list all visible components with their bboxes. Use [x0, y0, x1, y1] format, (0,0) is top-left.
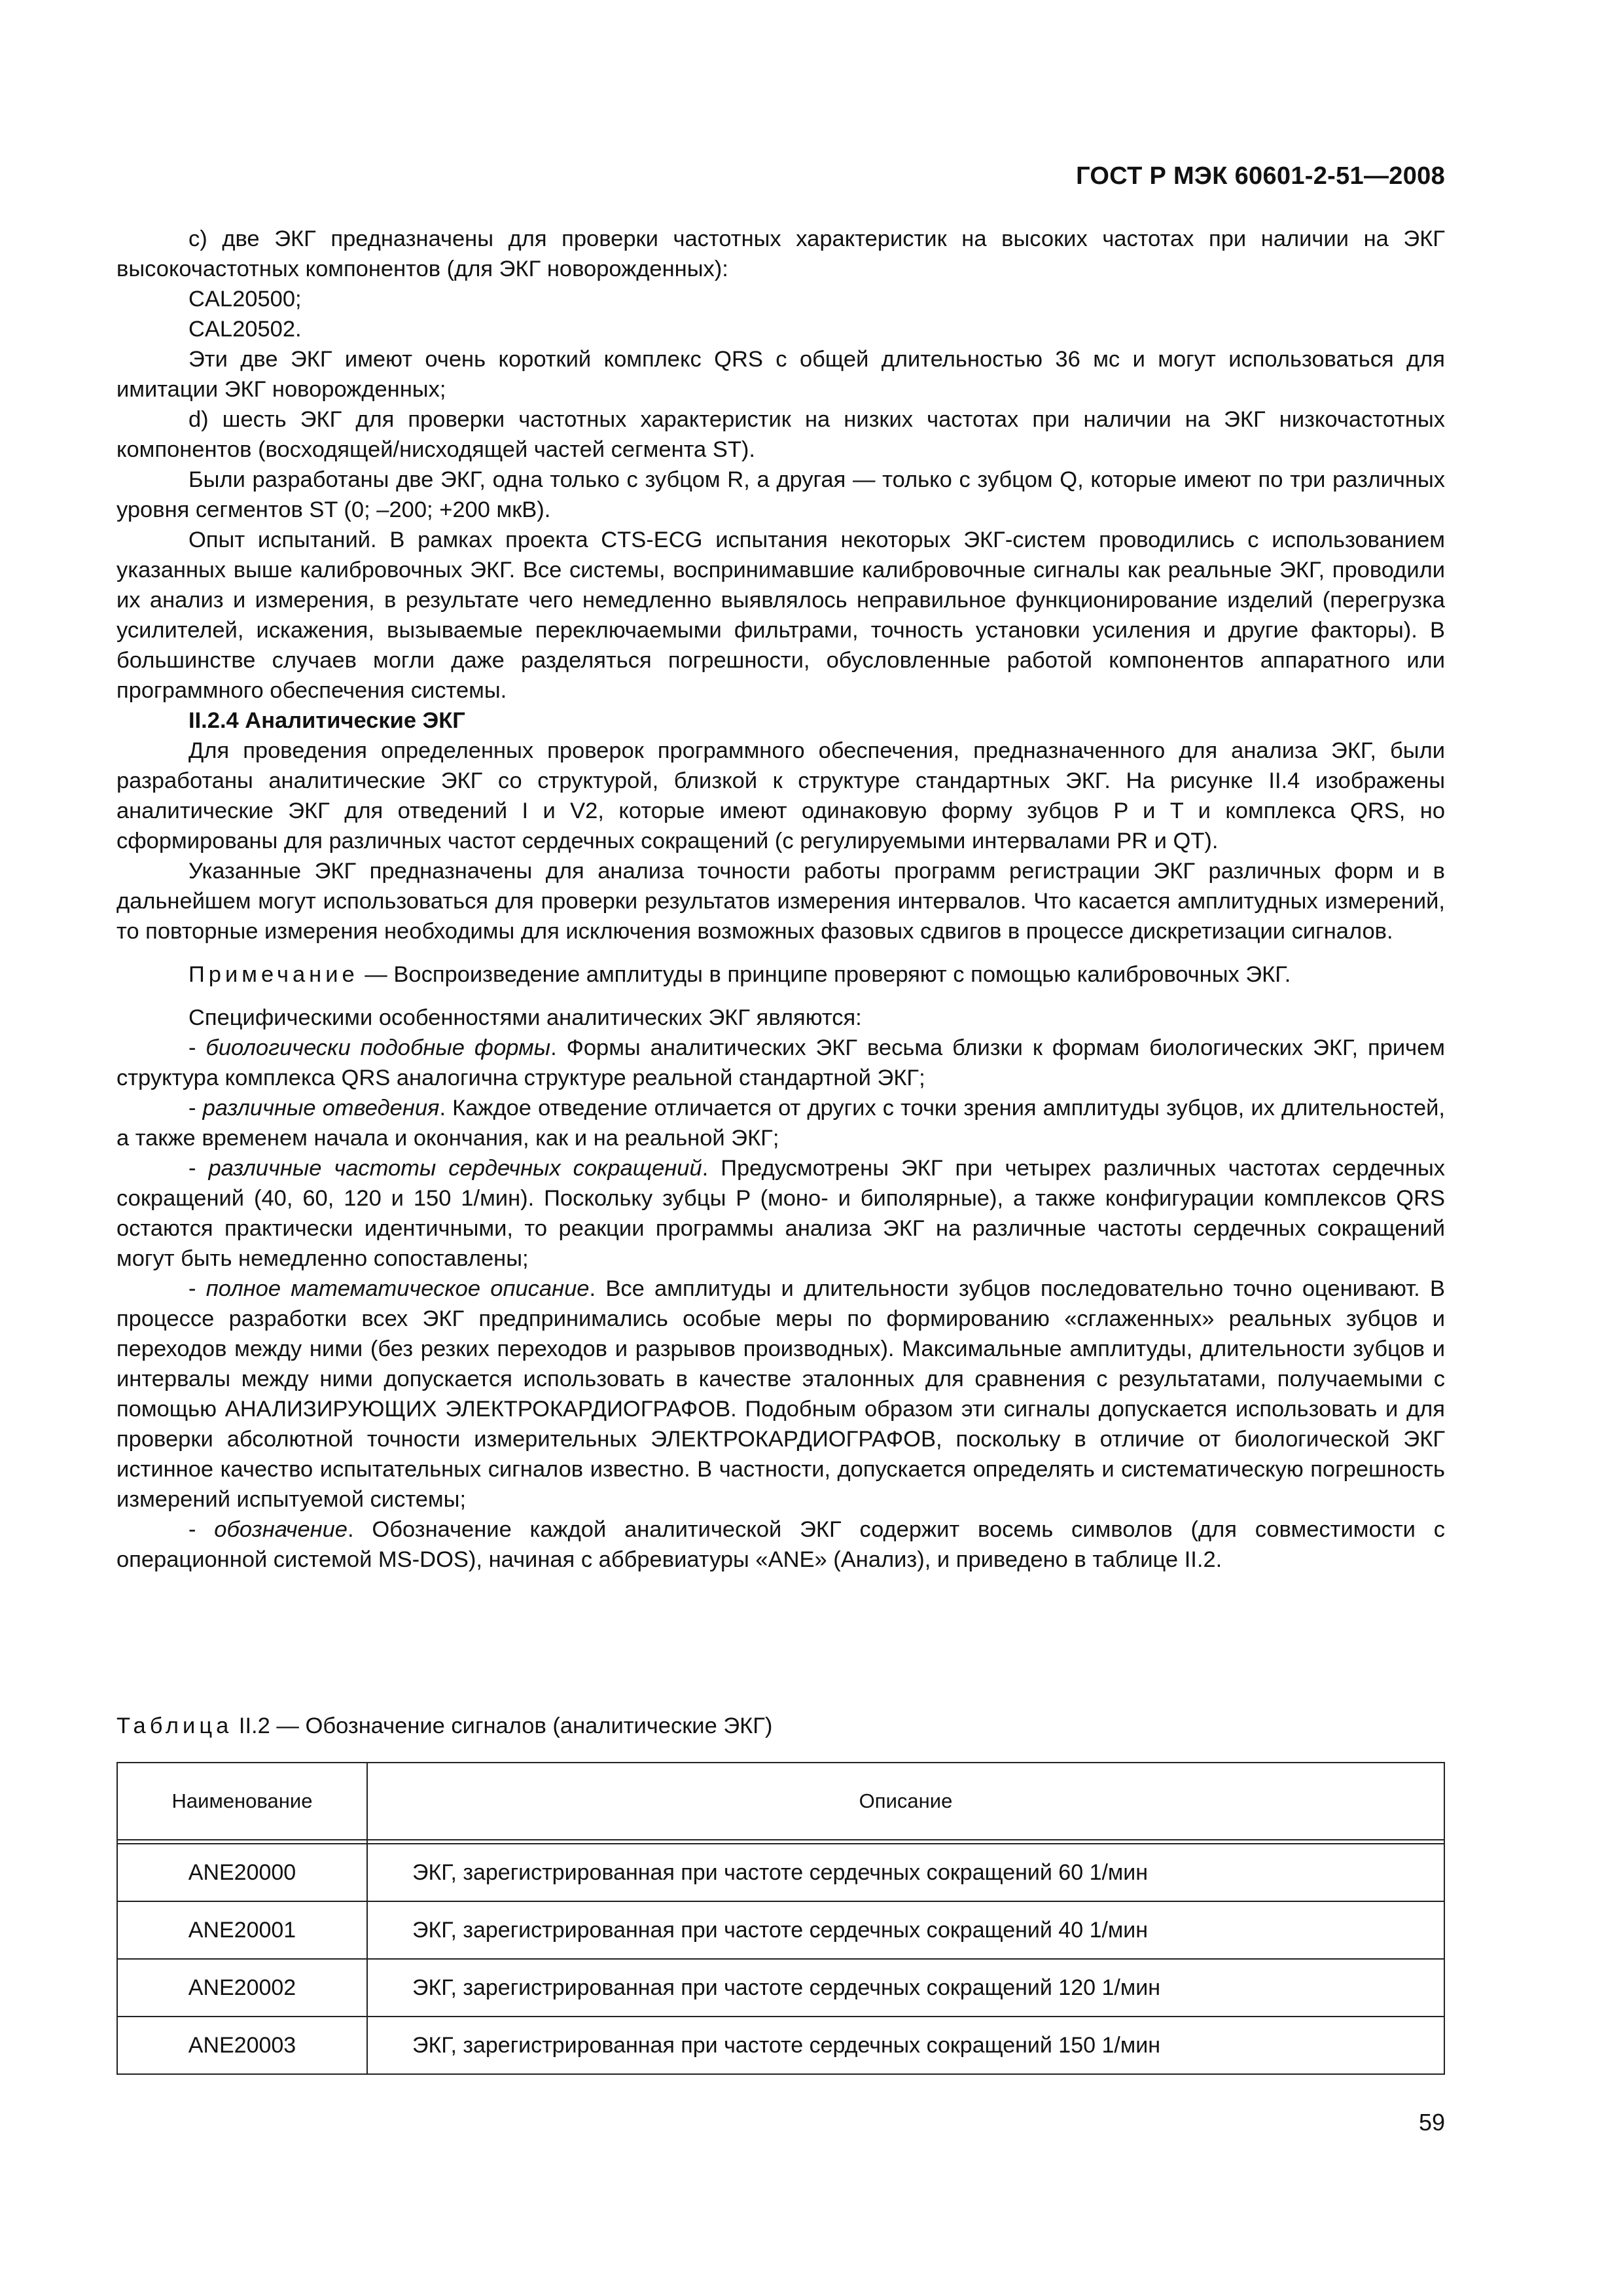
cell-description: ЭКГ, зарегистрированная при частоте сердечных сокращений 40 1/мин — [367, 1901, 1444, 1959]
document-page — [116, 0, 1445, 2296]
table-caption — [116, 1713, 772, 1739]
bullet-leads: - различные отведения. Каждое отведение отличается от других с точки зрения амплитуды зубцов, их длительностей, а также временем начала и окончания, как и на реальной ЭКГ; — [116, 1096, 1445, 1151]
table-row — [117, 2017, 1444, 2074]
paragraph-two-ecg: Были разработаны две ЭКГ, одна только с зубцом R, а другая — только с зубцом Q, которые имеют по три различных уровня сегментов ST (0; –200; +200 мкВ). — [116, 467, 1445, 522]
cell-description: ЭКГ, зарегистрированная при частоте сердечных сокращений 150 1/мин — [367, 2017, 1444, 2074]
paragraph-analytic-purpose: Указанные ЭКГ предназначены для анализа точности работы программ регистрации ЭКГ различных форм и в дальнейшем могут использоваться для проверки результатов измерения интервалов. Что касается амплитудных измерений, то повторные измерения необходимы для исключения возможных фазовых сдвигов в процессе дискретизации сигналов. — [116, 859, 1445, 944]
paragraph-analytic-intro: Для проведения определенных проверок программного обеспечения, предназначенного для анализа ЭКГ, были разработаны аналитические ЭКГ со структурой, близкой к структуре стандартных ЭКГ. На рисунке II.4 изображены аналитические ЭКГ для отведений I и V2, которые имеют одинаковую форму зубцов P и T и комплекса QRS, но сформированы для различных частот сердечных сокращений (с регулируемыми интервалами PR и QT). — [116, 738, 1446, 853]
bullet-heart-rates: - различные частоты сердечных сокращений. Предусмотрены ЭКГ при четырех различных частотах сердечных сокращений (40, 60, 120 и 150 1/мин). Поскольку зубцы P (моно- и биполярные), а также конфигурации комплексов QRS остаются практически идентичными, то реакции программы анализа ЭКГ на различные частоты сердечных сокращений могут быть немедленно сопоставлены; — [116, 1156, 1446, 1271]
bullet-text: . Формы аналитических ЭКГ весьма близки к формам биологических ЭКГ, причем структура комплекса QRS аналогична структуре реальной стандартной ЭКГ; — [116, 1035, 1445, 1090]
paragraph-newborn-ecg: Эти две ЭКГ имеют очень короткий комплекс QRS с общей длительностью 36 мс и могут использоваться для имитации ЭКГ новорожденных; — [116, 347, 1445, 402]
paragraph-item-c: c) две ЭКГ предназначены для проверки частотных характеристик на высоких частотах при наличии на ЭКГ высокочастотных компонентов (для ЭКГ новорожденных): — [116, 226, 1445, 281]
column-header-description: Описание — [367, 1763, 1444, 1840]
table-caption-text: II.2 — Обозначение сигналов (аналитические ЭКГ) — [232, 1713, 773, 1738]
paragraph-cal20500: CAL20500; — [188, 287, 302, 312]
cell-name: ANE20000 — [117, 1844, 367, 1901]
table-header-row — [117, 1763, 1444, 1840]
standard-header: ГОСТ Р МЭК 60601-2-51—2008 — [1076, 162, 1445, 190]
paragraph-item-d: d) шесть ЭКГ для проверки частотных характеристик на низких частотах при наличии на ЭКГ низкочастотных компонентов (восходящей/нисходящей частей сегмента ST). — [116, 407, 1445, 462]
bullet-term: различные частоты сердечных сокращений — [208, 1156, 702, 1181]
note-label: Примечание — [188, 962, 359, 987]
bullet-term: полное математическое описание — [205, 1276, 590, 1301]
column-header-name: Наименование — [117, 1763, 367, 1840]
table-row — [117, 1901, 1444, 1959]
cell-description: ЭКГ, зарегистрированная при частоте сердечных сокращений 120 1/мин — [367, 1959, 1444, 2017]
bullet-term: обозначение — [214, 1517, 348, 1542]
bullet-term: различные отведения — [202, 1096, 440, 1121]
note — [116, 960, 1445, 990]
page-number: 59 — [1418, 2109, 1445, 2136]
signal-table — [116, 1762, 1445, 2075]
bullet-text: . Обозначение каждой аналитической ЭКГ содержит восемь символов (для совместимости с операционной системой MS-DOS), начиная с аббревиатуры «ANE» (Анализ), и приведено в таблице II.2. — [116, 1517, 1446, 1572]
table-row — [117, 1959, 1444, 2017]
bullet-text: . Предусмотрены ЭКГ при четырех различных частотах сердечных сокращений (40, 60, 120 и 150 1/мин). Поскольку зубцы P (моно- и биполярные), а также конфигурации комплексов QRS остаются практически идентичными, то реакции программы анализа ЭКГ на различные частоты сердечных сокращений могут быть немедленно сопоставлены; — [116, 1156, 1446, 1271]
table-caption-label: Таблица — [116, 1713, 233, 1738]
bullet-text: . Каждое отведение отличается от других с точки зрения амплитуды зубцов, их длительностей, а также временем начала и окончания, как и на реальной ЭКГ; — [116, 1096, 1445, 1151]
bullet-designation: - обозначение. Обозначение каждой аналитической ЭКГ содержит восемь символов (для совместимости с операционной системой MS-DOS), начиная с аббревиатуры «ANE» (Анализ), и приведено в таблице II.2. — [116, 1517, 1446, 1572]
table-row — [117, 1844, 1444, 1901]
paragraph-test-experience: Опыт испытаний. В рамках проекта CTS-ECG испытания некоторых ЭКГ-систем проводились с использованием указанных выше калибровочных ЭКГ. Все системы, воспринимавшие калибровочные сигналы как реальные ЭКГ, проводили их анализ и измерения, в результате чего немедленно выявлялось неправильное функционирование изделий (перегрузка усилителей, искажения, вызываемые переключаемыми фильтрами, точность установки усиления и другие факторы). В большинстве случаев могли даже разделяться погрешности, обусловленные работой компонентов аппаратного или программного обеспечения системы. — [116, 528, 1445, 703]
cell-description: ЭКГ, зарегистрированная при частоте сердечных сокращений 60 1/мин — [367, 1844, 1444, 1901]
bullet-biological-forms: - биологически подобные формы. Формы аналитических ЭКГ весьма близки к формам биологических ЭКГ, причем структура комплекса QRS аналогична структуре реальной стандартной ЭКГ; — [116, 1035, 1445, 1090]
bullet-term: биологически подобные формы — [205, 1035, 551, 1060]
section-heading: II.2.4 Аналитические ЭКГ — [188, 708, 465, 733]
body-text — [116, 224, 1445, 1575]
paragraph-cal20502: CAL20502. — [188, 317, 302, 342]
paragraph-features-intro: Специфическими особенностями аналитических ЭКГ являются: — [188, 1005, 862, 1030]
bullet-text: . Все амплитуды и длительности зубцов последовательно точно оценивают. В процессе разработки всех ЭКГ предпринимались особые меры по формированию «сглаженных» реальных зубцов и переходов между ними (без резких переходов и разрывов производных). Максимальные амплитуды, длительности зубцов и интервалы между ними допускается использовать в качестве эталонных для сравнения с результатами, получаемыми с помощью АНАЛИЗИРУЮЩИХ ЭЛЕКТРОКАРДИОГРАФОВ. Подобным образом эти сигналы допускается использовать и для проверки абсолютной точности измерительных ЭЛЕКТРОКАРДИОГРАФОВ, поскольку в отличие от биологической ЭКГ истинное качество испытательных сигналов известно. В частности, допускается определять и систематическую погрешность измерений испытуемой системы; — [116, 1276, 1445, 1512]
cell-name: ANE20002 — [117, 1959, 367, 2017]
cell-name: ANE20003 — [117, 2017, 367, 2074]
bullet-math-description: - полное математическое описание. Все амплитуды и длительности зубцов последовательно точно оценивают. В процессе разработки всех ЭКГ предпринимались особые меры по формированию «сглаженных» реальных зубцов и переходов между ними (без резких переходов и разрывов производных). Максимальные амплитуды, длительности зубцов и интервалы между ними допускается использовать в качестве эталонных для сравнения с результатами, получаемыми с помощью АНАЛИЗИРУЮЩИХ ЭЛЕКТРОКАРДИОГРАФОВ. Подобным образом эти сигналы допускается использовать и для проверки абсолютной точности измерительных ЭЛЕКТРОКАРДИОГРАФОВ, поскольку в отличие от биологической ЭКГ истинное качество испытательных сигналов известно. В частности, допускается определять и систематическую погрешность измерений испытуемой системы; — [116, 1276, 1445, 1512]
note-text: — Воспроизведение амплитуды в принципе проверяют с помощью калибровочных ЭКГ. — [358, 962, 1291, 987]
cell-name: ANE20001 — [117, 1901, 367, 1959]
